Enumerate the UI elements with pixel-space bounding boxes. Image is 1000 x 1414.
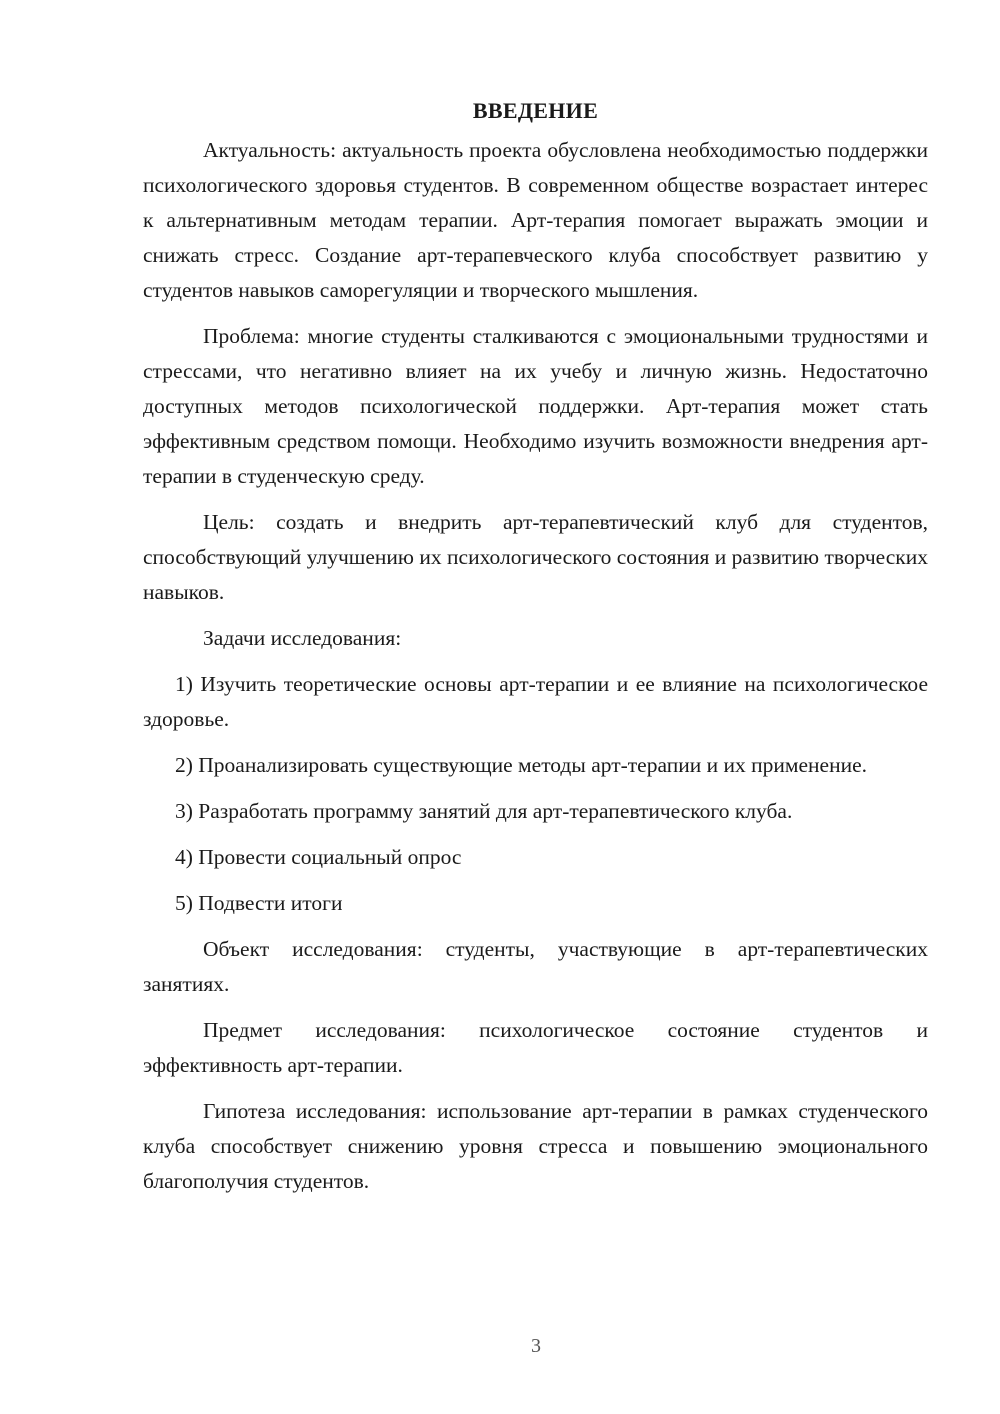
hypothesis-paragraph: Гипотеза исследования: использование арт-терапии в рамках студенческого клуба способствует снижению уровня стресса и повышению эмоционального благополучия студентов.: [143, 1099, 928, 1193]
page-number: 3: [531, 1335, 541, 1357]
relevance-paragraph: Актуальность: актуальность проекта обусловлена необходимостью поддержки психологического здоровья студентов. В современном обществе возрастает интерес к альтернативным методам терапии. Арт-терапия помогает выражать эмоции и снижать стресс. Создание арт-терапевческого клуба способствует развитию у студентов навыков саморегуляции и творческого мышления.: [143, 138, 928, 302]
task-item-1: 1) Изучить теоретические основы арт-терапии и ее влияние на психологическое здоровье.: [143, 672, 928, 731]
section-title: ВВЕДЕНИЕ: [472, 98, 599, 123]
task-item-3: 3) Разработать программу занятий для арт-терапевтического клуба.: [175, 799, 793, 823]
task-item-5: 5) Подвести итоги: [175, 891, 343, 915]
subject-paragraph: Предмет исследования: психологическое состояние студентов и эффективность арт-терапии.: [143, 1018, 928, 1077]
object-paragraph: Объект исследования: студенты, участвующие в арт-терапевтических занятиях.: [143, 937, 928, 996]
page-number-container: [0, 1333, 1000, 1359]
goal-paragraph: Цель: создать и внедрить арт-терапевтический клуб для студентов, способствующий улучшению их психологического состояния и развитию творческих навыков.: [143, 510, 928, 604]
task-item-4: 4) Провести социальный опрос: [175, 845, 462, 869]
task-item-2: 2) Проанализировать существующие методы арт-терапии и их применение.: [175, 753, 867, 777]
tasks-heading: Задачи исследования:: [203, 626, 402, 650]
page-content: [143, 93, 928, 1210]
problem-paragraph: Проблема: многие студенты сталкиваются с эмоциональными трудностями и стрессами, что негативно влияет на их учебу и личную жизнь. Недостаточно доступных методов психологической поддержки. Арт-терапия может стать эффективным средством помощи. Необходимо изучить возможности внедрения арт-терапии в студенческую среду.: [143, 324, 928, 488]
